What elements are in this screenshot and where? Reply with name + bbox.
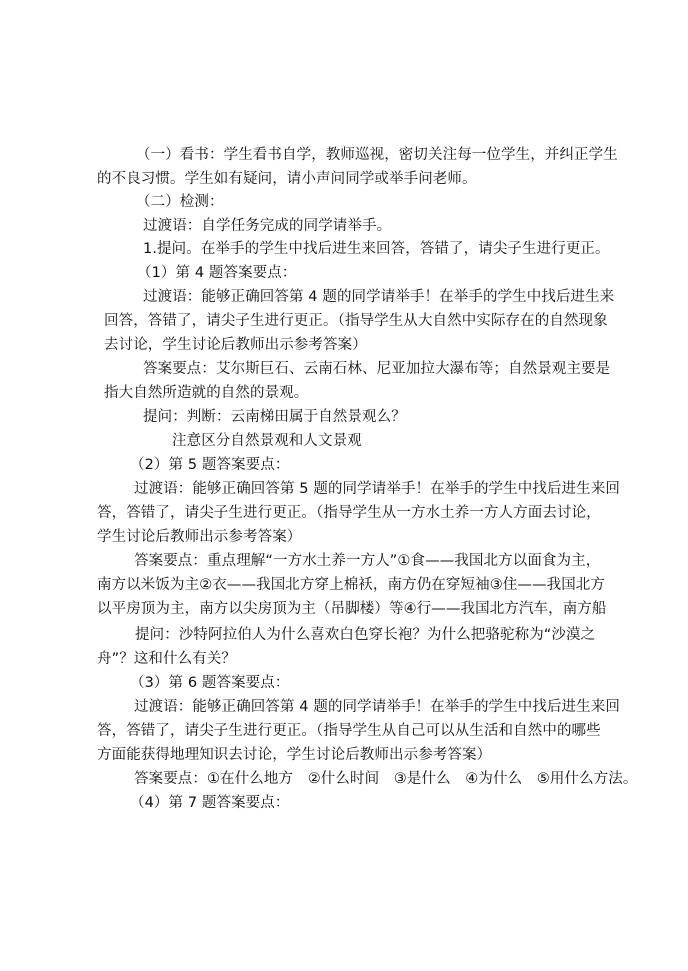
- text-line: 指大自然所造就的自然的景观。: [104, 385, 309, 401]
- subsection-heading: （4）第 7 题答案要点：: [130, 795, 290, 811]
- text-line: 答，答错了，请尖子生进行更正。（指导学生从一方水土养一方人方面去讨论，: [97, 505, 601, 521]
- section-heading: （二）检测：: [136, 194, 224, 210]
- text-line: 过渡语：能够正确回答第 5 题的同学请举手！在举手的学生中找后进生来回: [134, 481, 620, 497]
- text-line: 提问：沙特阿拉伯人为什么喜欢白色穿长袍？为什么把骆驼称为“沙漠之: [135, 627, 596, 643]
- text-line: 答案要点：重点理解“一方水土养一方人”①食——我国北方以面食为主，: [134, 553, 601, 569]
- text-line: 方面能获得地理知识去讨论，学生讨论后教师出示参考答案）: [97, 747, 492, 763]
- text-line: 答案要点：①在什么地方 ②什么时间 ③是什么 ④为什么 ⑤用什么方法。: [134, 771, 638, 787]
- text-line: （一）看书：学生看书自学，教师巡视，密切关注每一位学生，并纠正学生: [136, 147, 618, 163]
- text-line: 1.提问。在举手的学生中找后进生来回答，答错了，请尖子生进行更正。: [143, 241, 610, 257]
- text-line: 答案要点：艾尔斯巨石、云南石林、尼亚加拉大瀑布等；自然景观主要是: [143, 361, 611, 377]
- subsection-heading: （2）第 5 题答案要点：: [130, 457, 290, 473]
- text-line: 提问：判断：云南梯田属于自然景观么？: [143, 409, 406, 425]
- text-line: 注意区分自然景观和人文景观: [172, 433, 362, 449]
- text-line: 南方以米饭为主②衣——我国北方穿上棉袄，南方仍在穿短袖③住——我国北方: [97, 577, 605, 593]
- text-line: 学生讨论后教师出示参考答案）: [97, 529, 302, 545]
- text-line: 舟”？这和什么有关？: [97, 651, 237, 667]
- text-line: 以平房顶为主，南方以尖房顶为主（吊脚楼）等④行——我国北方汽车，南方船: [97, 601, 607, 617]
- subsection-heading: （3）第 6 题答案要点：: [130, 675, 290, 691]
- text-line: 的不良习惯。学生如有疑问，请小声问同学或举手问老师。: [97, 171, 477, 187]
- text-line: 去讨论，学生讨论后教师出示参考答案）: [104, 337, 367, 353]
- text-line: 过渡语：能够正确回答第 4 题的同学请举手！在举手的学生中找后进生来: [143, 289, 615, 305]
- text-line: 过渡语：自学任务完成的同学请举手。: [143, 218, 392, 234]
- text-line: 过渡语：能够正确回答第 4 题的同学请举手！在举手的学生中找后进生来回: [134, 699, 620, 715]
- text-line: 回答，答错了，请尖子生进行更正。（指导学生从大自然中实际存在的自然现象: [104, 313, 608, 329]
- subsection-heading: （1）第 4 题答案要点：: [137, 265, 297, 281]
- text-line: 答，答错了，请尖子生进行更正。（指导学生从自己可以从生活和自然中的哪些: [97, 723, 601, 739]
